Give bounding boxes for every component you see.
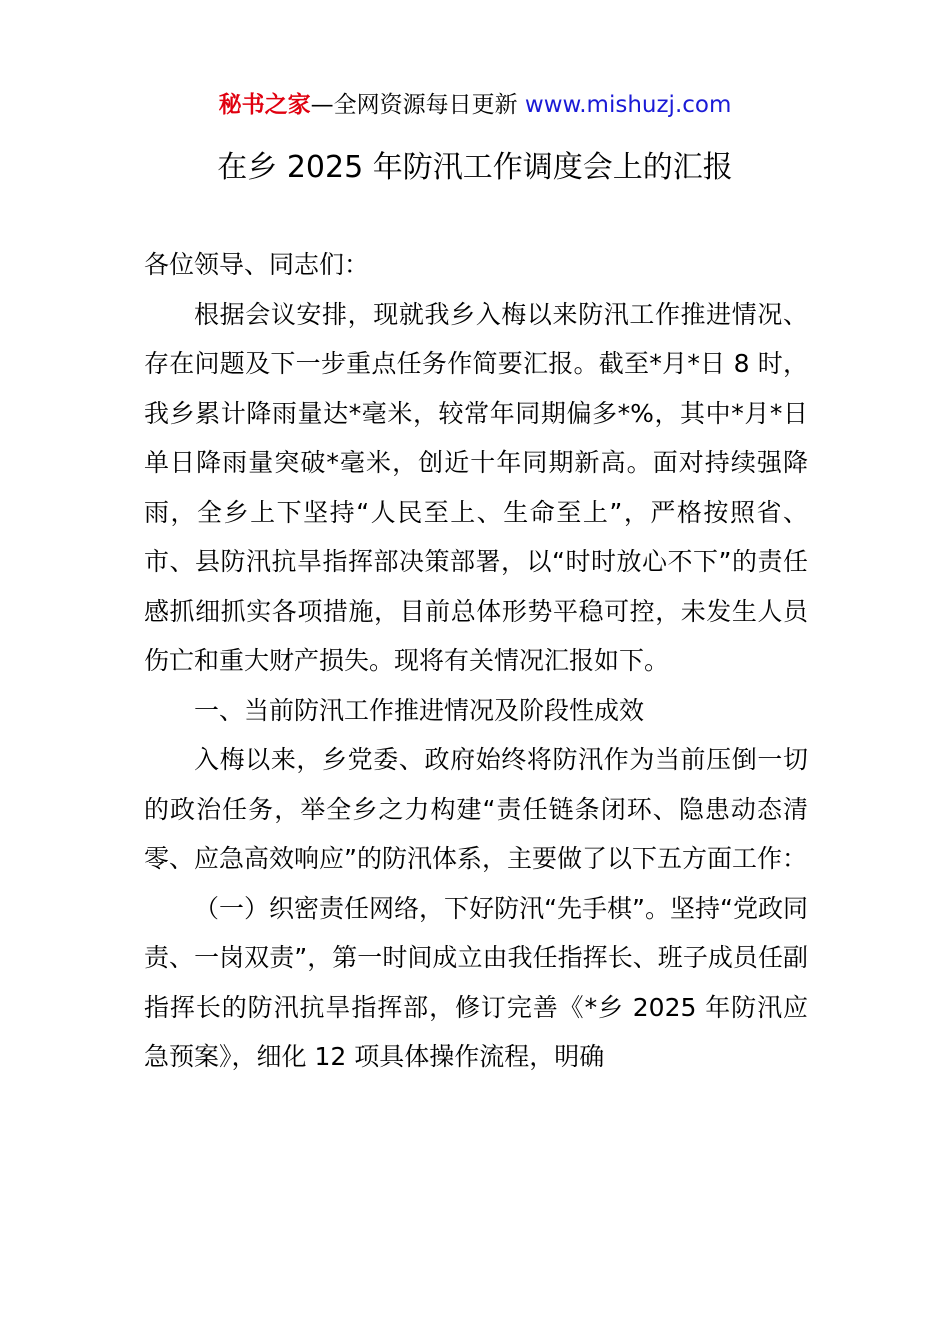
intro-paragraph: 根据会议安排，现就我乡入梅以来防汛工作推进情况、存在问题及下一步重点任务作简要汇报。截至*月*日 8 时，我乡累计降雨量达*毫米，较常年同期偏多*%，其中*月*日单日降雨量突破*毫米，创近十年同期新高。面对持续强降雨，全乡上下坚持“人民至上、生命至上”，严格按照省、市、县防汛抗旱指挥部决策部署，以“时时放心不下”的责任感抓细抓实各项措施，目前总体形势平稳可控，未发生人员伤亡和重大财产损失。现将有关情况汇报如下。: [144, 299, 808, 675]
subsection-paragraph: （一）织密责任网络，下好防汛“先手棋”。坚持“党政同责、一岗双责”，第一时间成立由我任指挥长、班子成员任副指挥长的防汛抗旱指挥部，修订完善《*乡 2025 年防汛应急预案》，细化 12 项具体操作流程，明确: [144, 893, 808, 1071]
salutation: 各位领导、同志们：: [144, 250, 370, 279]
site-header: [0, 88, 950, 122]
section-heading: 一、当前防汛工作推进情况及阶段性成效: [194, 695, 645, 725]
header-tagline: —全网资源每日更新: [310, 92, 518, 118]
brand-name: 秘书之家: [218, 92, 311, 118]
site-link[interactable]: www.mishuzj.com: [524, 92, 732, 118]
document-body: [144, 240, 808, 1082]
document-title: 在乡 2025 年防汛工作调度会上的汇报: [217, 150, 733, 185]
section-paragraph: 入梅以来，乡党委、政府始终将防汛作为当前压倒一切的政治任务，举全乡之力构建“责任链条闭环、隐患动态清零、应急高效响应”的防汛体系，主要做了以下五方面工作：: [144, 745, 808, 873]
